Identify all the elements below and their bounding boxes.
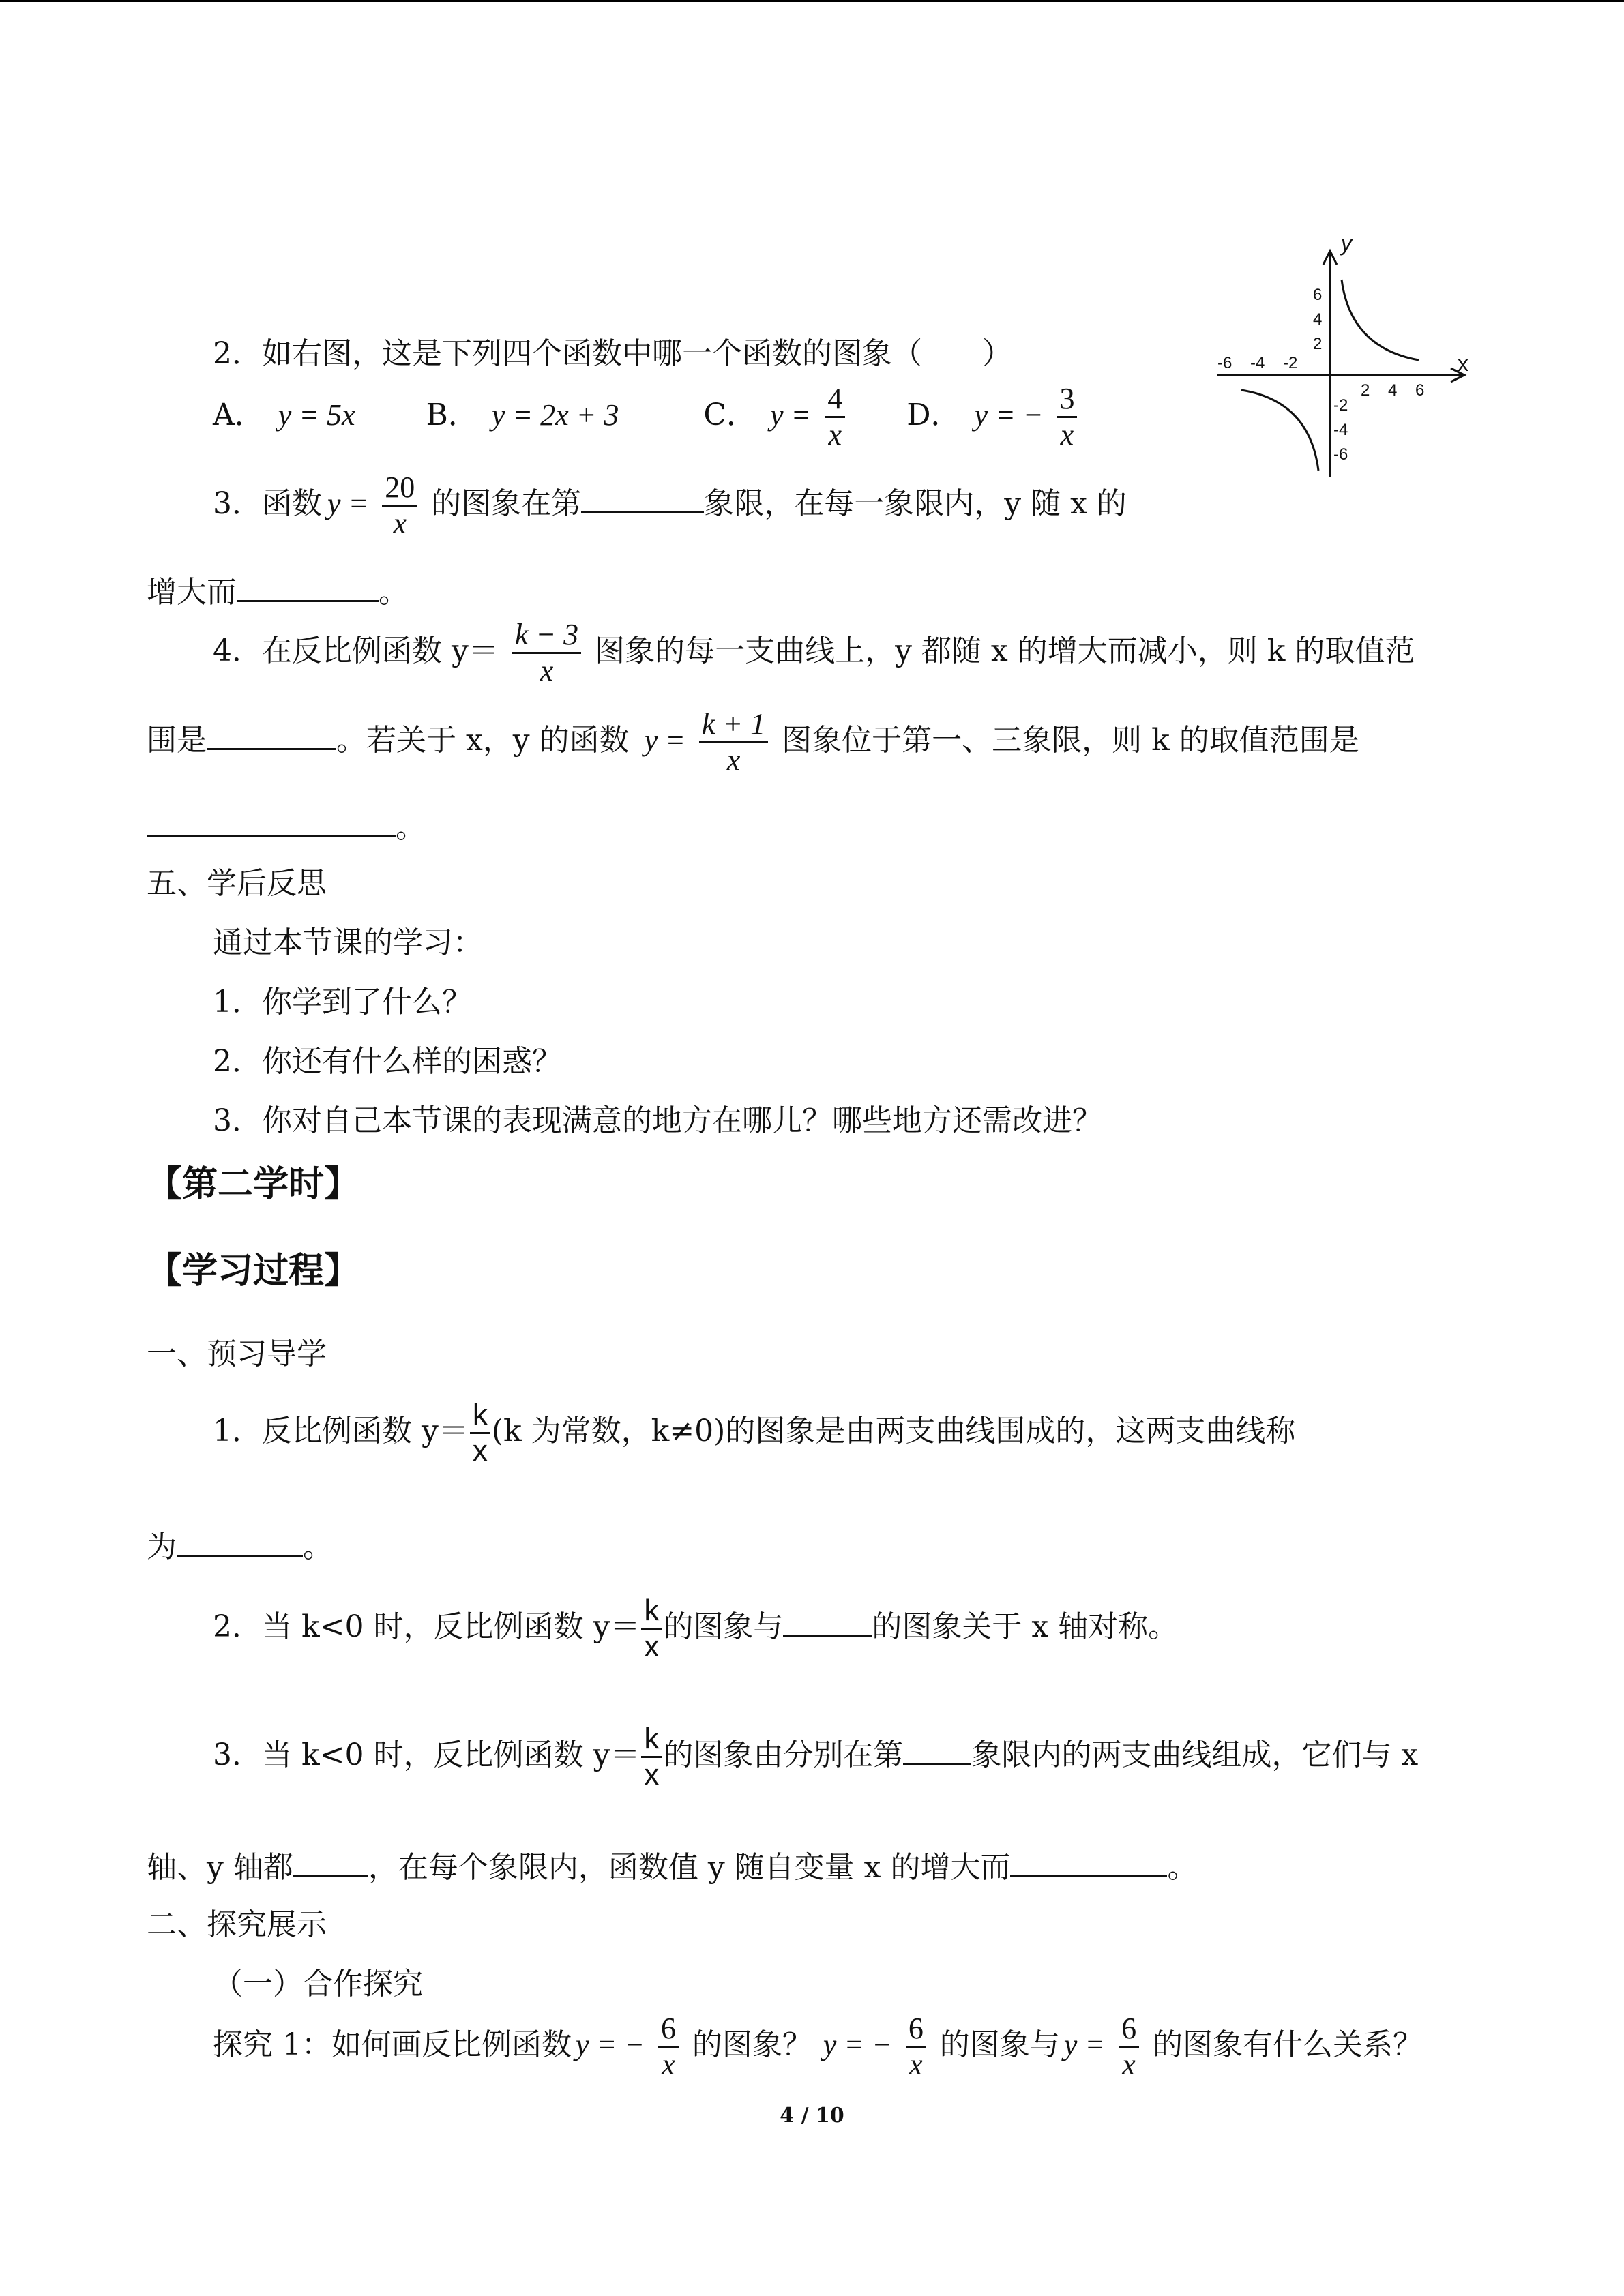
explore-subheading: （一）合作探究 bbox=[213, 1967, 423, 2001]
k-over-x: $\frac{k}{x}$ bbox=[641, 1594, 662, 1664]
reflection-item: 1．你学到了什么？ bbox=[213, 985, 472, 1019]
neg-six-over-x: $\frac{6}{x}$ bbox=[658, 2012, 679, 2082]
answer-blank[interactable] bbox=[147, 808, 396, 837]
y-tick: -6 bbox=[1333, 445, 1348, 464]
hyperbola-branch-q3 bbox=[1241, 390, 1318, 471]
reflection-heading: 五、学后反思 bbox=[147, 866, 327, 901]
preview-q3-line2: 轴、y 轴都 ，在每个象限内，函数值 y 随自变量 x 的增大而 。 bbox=[147, 1848, 1197, 1885]
process-title: 【学习过程】 bbox=[147, 1250, 360, 1292]
y-tick: 2 bbox=[1313, 335, 1323, 353]
q2-options: A． y = 5x B． y = 2x + 3 C． y = $\frac{4}{x}$ D． y = − $\frac{3}{x}$ bbox=[213, 382, 1081, 452]
x-tick: 2 bbox=[1361, 381, 1370, 400]
x-tick: -6 bbox=[1217, 354, 1232, 372]
x-tick: 6 bbox=[1415, 381, 1425, 400]
reflection-item: 3．你对自己本节课的表现满意的地方在哪儿？哪些地方还需改进？ bbox=[213, 1103, 1102, 1138]
q3-line2: 增大而 。 bbox=[147, 573, 409, 610]
q2-stem: 2．如右图，这是下列四个函数中哪一个函数的图象（ ） bbox=[213, 336, 1012, 371]
q2-c-fraction: $\frac{4}{x}$ bbox=[825, 382, 845, 452]
preview-q2: 2．当 k<0 时，反比例函数 y＝ $\frac{k}{x}$ 的图象与 的图象关于 x 轴对称。 bbox=[213, 1594, 1179, 1663]
reflection-item: 2．你还有什么样的困惑？ bbox=[213, 1044, 562, 1079]
neg-six-over-x: $\frac{6}{x}$ bbox=[906, 2012, 926, 2082]
preview-heading: 一、预习导学 bbox=[147, 1337, 327, 1371]
answer-blank[interactable] bbox=[1010, 1848, 1167, 1877]
session2-title: 【第二学时】 bbox=[147, 1163, 360, 1205]
preview-q1: 1．反比例函数 y＝ $\frac{k}{x}$ (k 为常数，k≠0)的图象是由两支曲线围成的，这两支曲线称 bbox=[213, 1398, 1296, 1467]
x-tick: 4 bbox=[1388, 381, 1398, 400]
y-axis-label: y bbox=[1341, 232, 1352, 256]
k-over-x: $\frac{k}{x}$ bbox=[470, 1398, 490, 1468]
preview-q3: 3．当 k<0 时，反比例函数 y＝ $\frac{k}{x}$ 的图象由分别在第 象限内的两支曲线组成，它们与 x bbox=[213, 1722, 1419, 1791]
q4-fraction: $\frac{k - 3}{x}$ bbox=[512, 618, 581, 688]
explore-question-1: 探究 1：如何画反比例函数 y = − $\frac{6}{x}$ 的图象？ y = − $\frac{6}{x}$ 的图象与 y = $\frac{6}{x}$ 的图象有什么关系？ bbox=[213, 2012, 1423, 2081]
explore-heading: 二、探究展示 bbox=[147, 1907, 327, 1942]
x-axis-label: x bbox=[1458, 351, 1468, 376]
q3-line1: 3．函数 y = $\frac{20}{x}$ 的图象在第 象限，在每一象限内，y 随 x 的 bbox=[213, 471, 1127, 540]
answer-blank[interactable] bbox=[783, 1607, 872, 1637]
answer-blank[interactable] bbox=[207, 721, 336, 750]
hyperbola-graph bbox=[1211, 232, 1483, 484]
answer-blank[interactable] bbox=[903, 1735, 971, 1765]
q2-d-fraction: $\frac{3}{x}$ bbox=[1057, 382, 1077, 452]
top-border bbox=[0, 0, 1624, 2]
q3-fraction: $\frac{20}{x}$ bbox=[382, 471, 417, 541]
k-over-x: $\frac{k}{x}$ bbox=[641, 1722, 662, 1792]
preview-q1-line2: 为 。 bbox=[147, 1527, 333, 1565]
y-tick: -4 bbox=[1333, 421, 1348, 439]
answer-blank[interactable] bbox=[293, 1848, 368, 1877]
q4-line2: 围是 。若关于 x，y 的函数 y = $\frac{k + 1}{x}$ 图象位于第一、三象限，则 k 的取值范围是 bbox=[147, 707, 1359, 777]
x-tick: -2 bbox=[1283, 354, 1298, 372]
six-over-x: $\frac{6}{x}$ bbox=[1119, 2012, 1139, 2082]
hyperbola-branch-q1 bbox=[1342, 280, 1419, 360]
reflection-intro: 通过本节课的学习： bbox=[213, 925, 483, 960]
y-tick: 4 bbox=[1313, 310, 1323, 329]
x-tick: -4 bbox=[1250, 354, 1265, 372]
y-tick: -2 bbox=[1333, 396, 1348, 415]
answer-blank[interactable] bbox=[581, 484, 704, 513]
page-number: 4 / 10 bbox=[780, 2104, 844, 2128]
q4-line3: 。 bbox=[147, 808, 426, 846]
q4-fraction-2: $\frac{k + 1}{x}$ bbox=[699, 707, 768, 777]
answer-blank[interactable] bbox=[237, 573, 379, 602]
y-tick: 6 bbox=[1313, 286, 1323, 304]
answer-blank[interactable] bbox=[177, 1527, 303, 1557]
q4-line1: 4．在反比例函数 y＝ $\frac{k - 3}{x}$ 图象的每一支曲线上，y 都随 x 的增大而减小，则 k 的取值范 bbox=[213, 618, 1415, 687]
